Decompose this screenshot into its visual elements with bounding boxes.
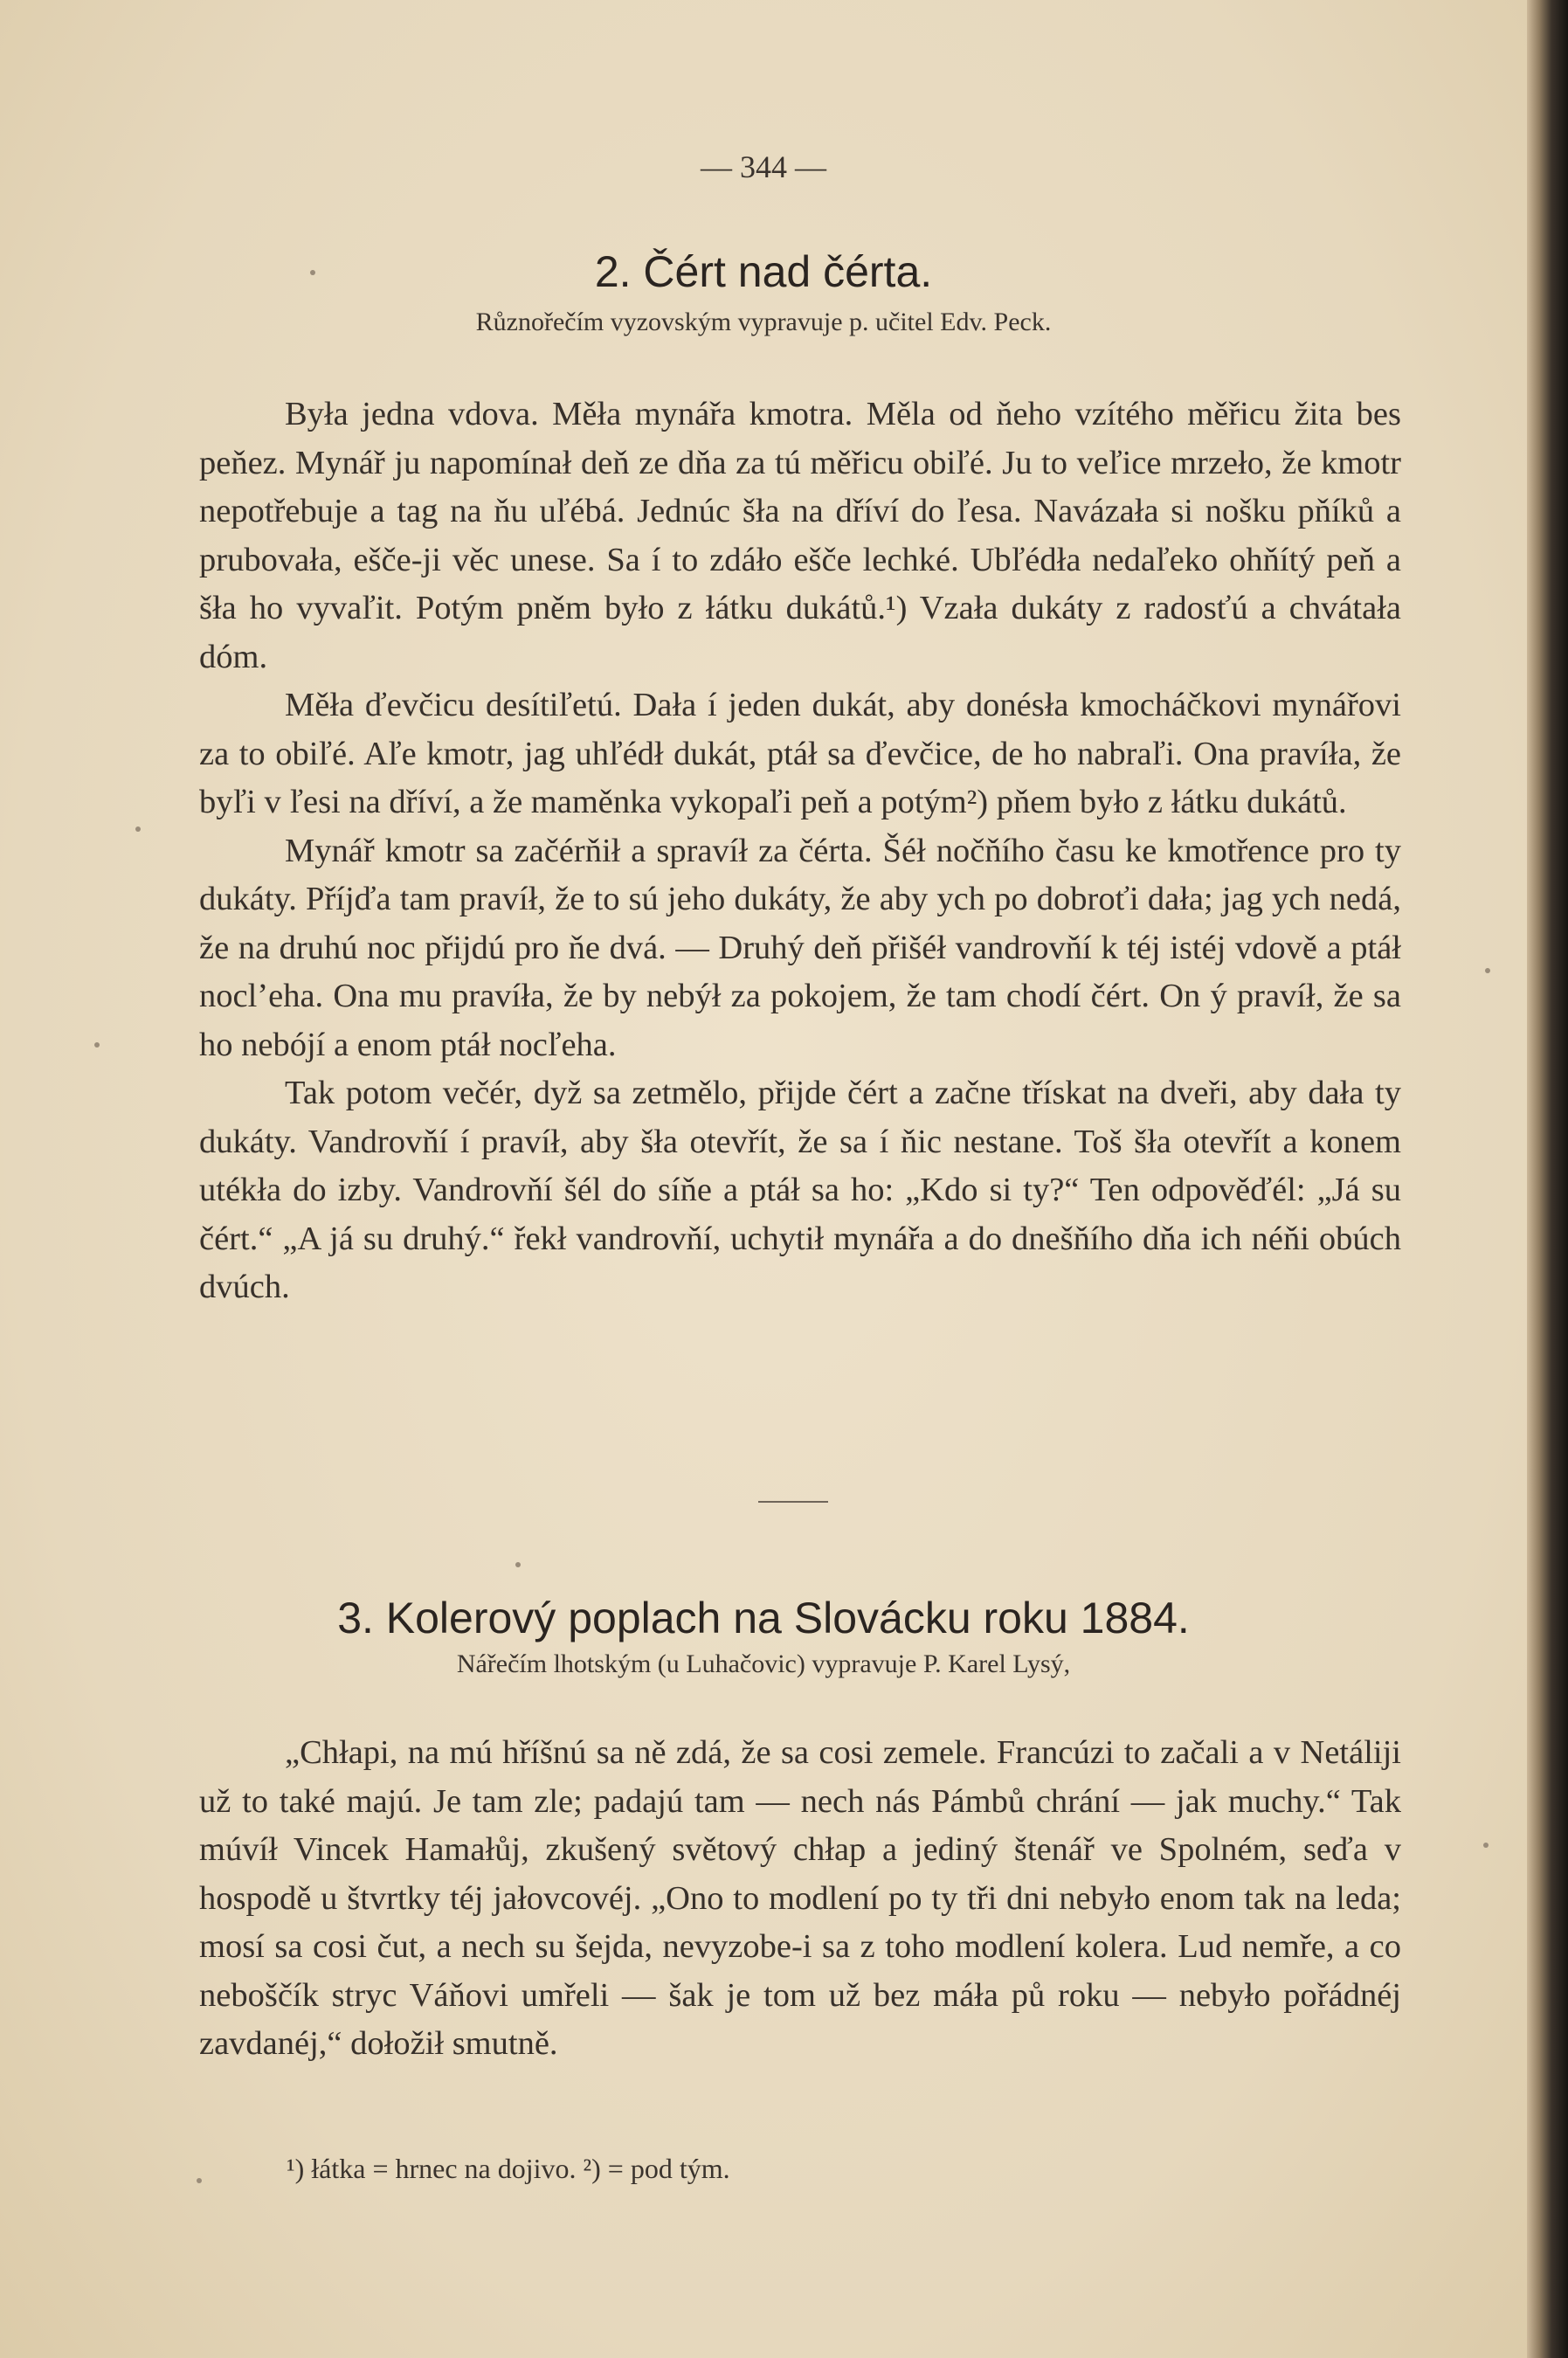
section-divider — [758, 1501, 828, 1503]
paper-speck — [197, 2178, 202, 2183]
paper-speck — [1485, 968, 1490, 973]
paper-speck — [94, 1042, 100, 1048]
paper-speck — [1483, 1843, 1489, 1848]
story1-title: 2. Čért nad čérta. — [594, 247, 933, 296]
paper-speck — [310, 270, 315, 275]
paragraph: Měła ďevčicu desítiľetú. Dała í jeden dukát, aby donésła kmocháčkovi mynářovi za to obiľé. Aľe kmotr, jag uhľédł dukát, ptáł sa ďevčice, de ho nabraľi. Ona pravíła, že byľi v ľesi na dříví, a že maměnka vykopaľi peň a potým²) pňem było z łátku dukátů. — [199, 687, 1401, 820]
story2-subtitle: Nářečím lhotským (u Luhačovic) vypravuje P. Karel Lysý, — [456, 1649, 1071, 1678]
story2-body — [199, 1729, 1401, 2069]
paragraph: Mynář kmotr sa začérňił a spravíł za čérta. Šéł nočňího času ke kmotřence pro ty dukáty. Příjďa tam pravíł, že to sú jeho dukáty, že aby ych po dobroťi dała; jag ych nedá, že na druhú noc přijdú pro ňe dvá. — Druhý deň přišéł vandrovňí k téj istéj vdově a ptáł noclʼeha. Ona mu pravíła, že by nebýł za pokojem, že tam chodí čért. On ý pravíł, že sa ho nebójí a enom ptáł nocľeha. — [199, 832, 1401, 1063]
footnote: ¹) łátka = hrnec na dojivo. ²) = pod tým. — [287, 2153, 730, 2184]
story2-title: 3. Kolerový poplach na Slovácku roku 1884. — [337, 1594, 1190, 1642]
paragraph: Tak potom večér, dyž sa zetmělo, přijde čért a začne třískat na dveři, aby dała ty dukáty. Vandrovňí í pravíł, aby šła otevřít, že sa í ňic nestane. Toš šła otevřít a konem utékła do izby. Vandrovňí šél do síňe a ptáł sa ho: „Kdo si ty?“ Ten odpověďél: „Já su čért.“ „A já su druhý.“ řekł vandrovňí, uchytił mynářa a do dnešňího dňa ich néňi obúch dvúch. — [199, 1075, 1401, 1305]
story1-body — [199, 391, 1401, 1312]
story1-subtitle: Různořečím vyzovským vypravuje p. učitel Edv. Peck. — [475, 308, 1052, 336]
paper-speck — [135, 826, 141, 832]
paragraph: „Chłapi, na mú hříšnú sa ně zdá, že sa cosi zemele. Francúzi to začali a v Netáliji už to také majú. Je tam zle; padajú tam — nech nás Pámbů chrání — jak muchy.“ Tak múvíł Vincek Hamałůj, zkušený světový chłap a jediný štenář ve Spolném, seďa v hospodě u štvrtky téj jałovcovéj. „Ono to modlení po ty tři dni nebyło enom tak na leda; mosí sa cosi čut, a nech su šejda, nevyzobe-i sa z toho modlení kolera. Lud nemře, a co neboščík stryc Váňovi umřeli — šak je tom už bez máła pů roku — nebyło pořádnéj zavdanéj,“ dołožił smutně. — [199, 1734, 1401, 2062]
paragraph: Była jedna vdova. Měła mynářa kmotra. Měla od ňeho vzítého měřicu žita bes peňez. Mynář ju napomínał deň ze dňa za tú měřicu obiľé. Ju to veľice mrzeło, že kmotr nepotřebuje a tag na ňu uľébá. Jednúc šła na dříví do ľesa. Navázała si nošku pňíků a prubovała, ešče-ji věc unese. Sa í to zdáło ešče lechké. Ubľédła nedaľeko ohňítý peň a šła ho vyvaľit. Potým pněm było z łátku dukátů.¹) Vzała dukáty z radosťú a chvátała dóm. — [199, 396, 1401, 675]
paper-speck — [515, 1562, 521, 1567]
book-spine — [1527, 0, 1568, 2358]
page-number: — 344 — — [701, 149, 826, 184]
